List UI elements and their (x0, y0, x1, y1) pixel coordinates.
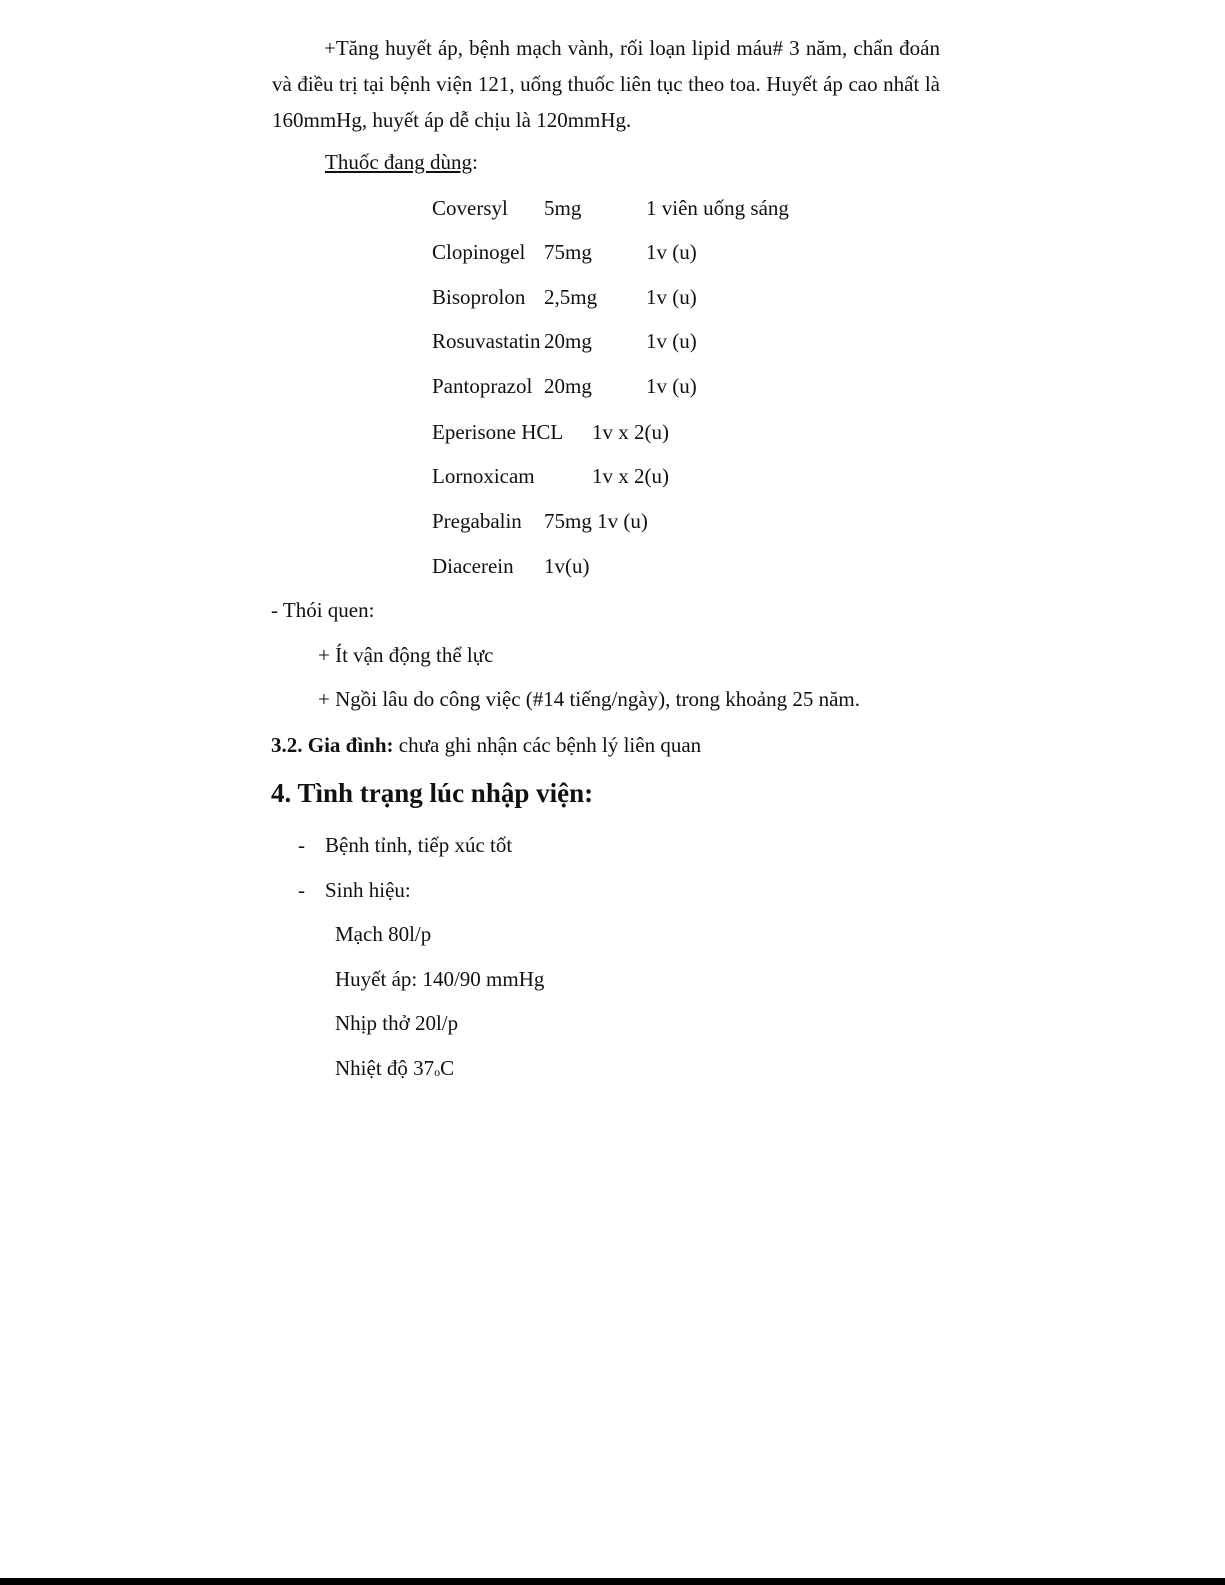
family-history-label: 3.2. Gia đình: (271, 733, 394, 757)
medication-name: Lornoxicam (432, 464, 535, 488)
medication-usage: 1v x 2(u) (592, 420, 669, 444)
medications-heading (325, 148, 478, 176)
medication-name: Coversyl (432, 196, 508, 220)
medication-usage: 1v x 2(u) (592, 464, 669, 488)
medication-dose: 20mg (544, 374, 592, 398)
vital-respiratory-rate: Nhịp thở 20l/p (335, 1011, 459, 1035)
bullet-dash: - (298, 833, 305, 857)
medication-name: Eperisone HCL (432, 420, 564, 444)
medication-name: Rosuvastatin (432, 329, 541, 353)
medication-usage: 1v (u) (646, 329, 697, 353)
medication-usage: 1v (u) (646, 240, 697, 264)
vital-temperature (335, 1054, 454, 1086)
medication-dose: 75mg 1v (u) (544, 509, 648, 533)
temperature-unit: C (440, 1056, 455, 1080)
page-bottom-border (0, 1578, 1225, 1585)
admission-status-heading: 4. Tình trạng lúc nhập viện: (271, 778, 594, 808)
bullet-text: Sinh hiệu: (325, 878, 411, 902)
medication-usage: 1v (u) (646, 285, 697, 309)
habit-item: + Ngồi lâu do công việc (#14 tiếng/ngày), trong khoảng 25 năm. (318, 687, 860, 711)
bullet-text: Bệnh tỉnh, tiếp xúc tốt (325, 833, 513, 857)
medication-dose: 75mg (544, 240, 592, 264)
degree-symbol: o (434, 1065, 441, 1079)
family-history-text: chưa ghi nhận các bệnh lý liên quan (393, 733, 702, 757)
medication-dose: 2,5mg (544, 285, 598, 309)
medication-name: Clopinogel (432, 240, 526, 264)
medication-dose: 20mg (544, 329, 592, 353)
medication-name: Diacerein (432, 554, 514, 578)
habit-item: + Ít vận động thể lực (318, 643, 494, 667)
medical-history-paragraph: +Tăng huyết áp, bệnh mạch vành, rối loạn lipid máu# 3 năm, chẩn đoán và điều trị tại bệnh viện 121, uống thuốc liên tục theo toa. Huyết áp cao nhất là 160mmHg, huyết áp dễ chịu là 120mmHg. (272, 36, 940, 132)
temperature-value: Nhiệt độ 37 (335, 1056, 435, 1080)
family-history-line (271, 731, 701, 759)
bullet-dash: - (298, 878, 305, 902)
medication-name: Bisoprolon (432, 285, 526, 309)
medication-name: Pregabalin (432, 509, 522, 533)
medication-dose: 5mg (544, 196, 582, 220)
medication-usage: 1v (u) (646, 374, 697, 398)
vital-pulse: Mạch 80l/p (335, 922, 432, 946)
medications-heading-label: Thuốc đang dùng (325, 150, 472, 174)
medication-dose: 1v(u) (544, 554, 590, 578)
vital-blood-pressure: Huyết áp: 140/90 mmHg (335, 967, 545, 991)
medication-usage: 1 viên uống sáng (646, 196, 789, 220)
habits-label: - Thói quen: (271, 598, 375, 622)
medication-name: Pantoprazol (432, 374, 533, 398)
medications-heading-colon: : (471, 150, 478, 174)
